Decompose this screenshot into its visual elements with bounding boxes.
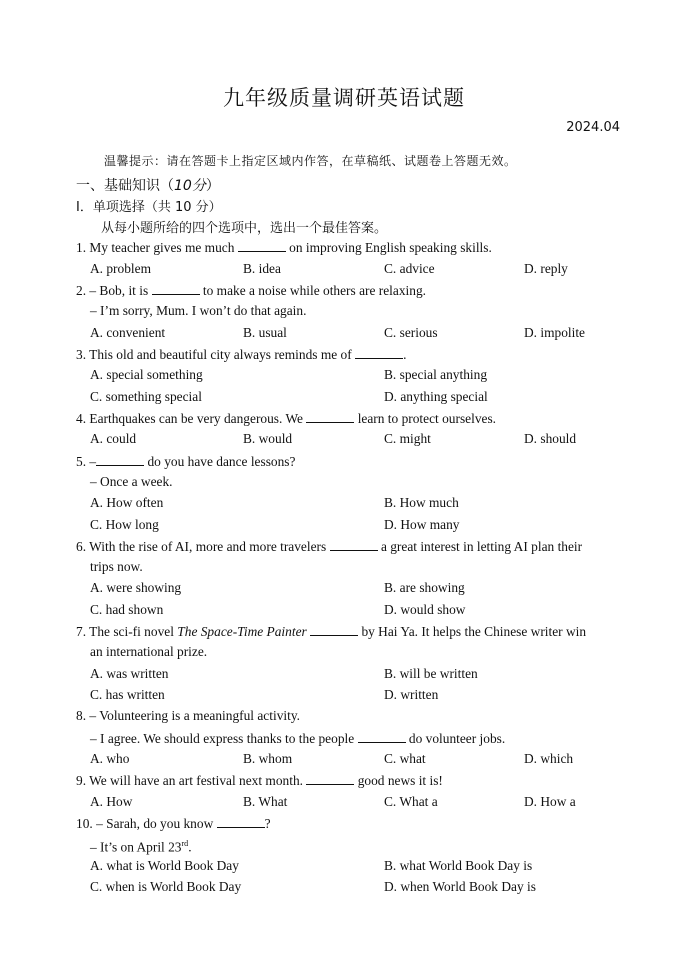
option-d: D. How many xyxy=(384,517,460,532)
section-score: 10分 xyxy=(174,178,206,194)
question-1: 1. My teacher gives me much on improving English speaking skills. xyxy=(76,240,492,255)
question-5-reply: – Once a week. xyxy=(90,474,173,489)
section-label: 一、基础知识（ xyxy=(76,178,174,194)
question-3: 3. This old and beautiful city always reminds me of . xyxy=(76,347,407,362)
option-d: D. when World Book Day is xyxy=(384,879,536,894)
option-b: B. idea xyxy=(243,261,281,276)
option-d: D. which xyxy=(524,751,574,766)
option-c: C. serious xyxy=(384,325,438,340)
section-heading-choice: Ⅰ．单项选择（共 10 分） xyxy=(76,200,222,215)
option-a: A. How xyxy=(90,794,133,809)
option-b: B. special anything xyxy=(384,367,488,382)
option-a: A. problem xyxy=(90,261,151,276)
option-c: C. had shown xyxy=(90,602,164,617)
answer-blank xyxy=(96,453,144,466)
option-d: D. anything special xyxy=(384,389,488,404)
option-b: B. How much xyxy=(384,495,459,510)
section-heading-basics xyxy=(76,175,220,195)
instruction: 从每小题所给的四个选项中，选出一个最佳答案。 xyxy=(101,221,388,236)
option-d: D. written xyxy=(384,687,439,702)
question-2-reply: – I’m sorry, Mum. I won’t do that again. xyxy=(90,303,307,318)
option-d: D. should xyxy=(524,431,577,446)
question-8-reply: – I agree. We should express thanks to the people do volunteer jobs. xyxy=(90,731,506,746)
option-c: C. when is World Book Day xyxy=(90,879,242,894)
answer-blank xyxy=(358,730,406,743)
option-c: C. something special xyxy=(90,389,202,404)
question-7-cont: an international prize. xyxy=(90,644,208,659)
answer-blank xyxy=(306,410,354,423)
question-6: 6. With the rise of AI, more and more travelers a great interest in letting AI plan their xyxy=(76,539,583,554)
answer-blank xyxy=(355,346,403,359)
question-6-cont: trips now. xyxy=(90,559,143,574)
option-a: A. How often xyxy=(90,495,164,510)
option-b: B. what World Book Day is xyxy=(384,858,533,873)
option-b: B. would xyxy=(243,431,293,446)
option-b: B. will be written xyxy=(384,666,478,681)
question-8: 8. – Volunteering is a meaningful activity. xyxy=(76,708,301,723)
option-c: C. might xyxy=(384,431,431,446)
option-d: D. reply xyxy=(524,261,568,276)
answer-blank xyxy=(217,815,265,828)
novel-title: The Space-Time Painter xyxy=(177,624,307,639)
answer-blank xyxy=(152,282,200,295)
option-b: B. are showing xyxy=(384,580,465,595)
option-b: B. What xyxy=(243,794,288,809)
option-b: B. whom xyxy=(243,751,293,766)
answer-blank xyxy=(310,623,358,636)
question-4: 4. Earthquakes can be very dangerous. We learn to protect ourselves. xyxy=(76,411,497,426)
question-2: 2. – Bob, it is to make a noise while others are relaxing. xyxy=(76,283,426,298)
option-a: A. convenient xyxy=(90,325,166,340)
answer-blank xyxy=(306,772,354,785)
option-a: A. special something xyxy=(90,367,203,382)
question-7: 7. The sci-fi novel The Space-Time Painter by Hai Ya. It helps the Chinese writer win xyxy=(76,624,587,639)
option-a: A. was written xyxy=(90,666,169,681)
question-10: 10. – Sarah, do you know ? xyxy=(76,816,271,831)
option-c: C. How long xyxy=(90,517,159,532)
question-9: 9. We will have an art festival next month. good news it is! xyxy=(76,773,443,788)
question-5: 5. – do you have dance lessons? xyxy=(76,454,296,469)
option-c: C. what xyxy=(384,751,426,766)
option-a: A. what is World Book Day xyxy=(90,858,239,873)
option-a: A. could xyxy=(90,431,137,446)
exam-date: 2024.04 xyxy=(566,120,620,135)
option-d: D. How a xyxy=(524,794,576,809)
answer-blank xyxy=(330,538,378,551)
answer-blank xyxy=(238,239,286,252)
option-d: D. impolite xyxy=(524,325,585,340)
warm-tip: 温馨提示：请在答题卡上指定区域内作答，在草稿纸、试题卷上答题无效。 xyxy=(104,154,517,168)
option-a: A. were showing xyxy=(90,580,182,595)
option-c: C. advice xyxy=(384,261,435,276)
option-a: A. who xyxy=(90,751,130,766)
option-c: C. has written xyxy=(90,687,165,702)
option-b: B. usual xyxy=(243,325,287,340)
option-d: D. would show xyxy=(384,602,466,617)
question-10-reply: – It’s on April 23rd. xyxy=(90,839,192,855)
page-title: 九年级质量调研英语试题 xyxy=(223,86,465,110)
option-c: C. What a xyxy=(384,794,438,809)
section-close: ） xyxy=(205,178,220,194)
